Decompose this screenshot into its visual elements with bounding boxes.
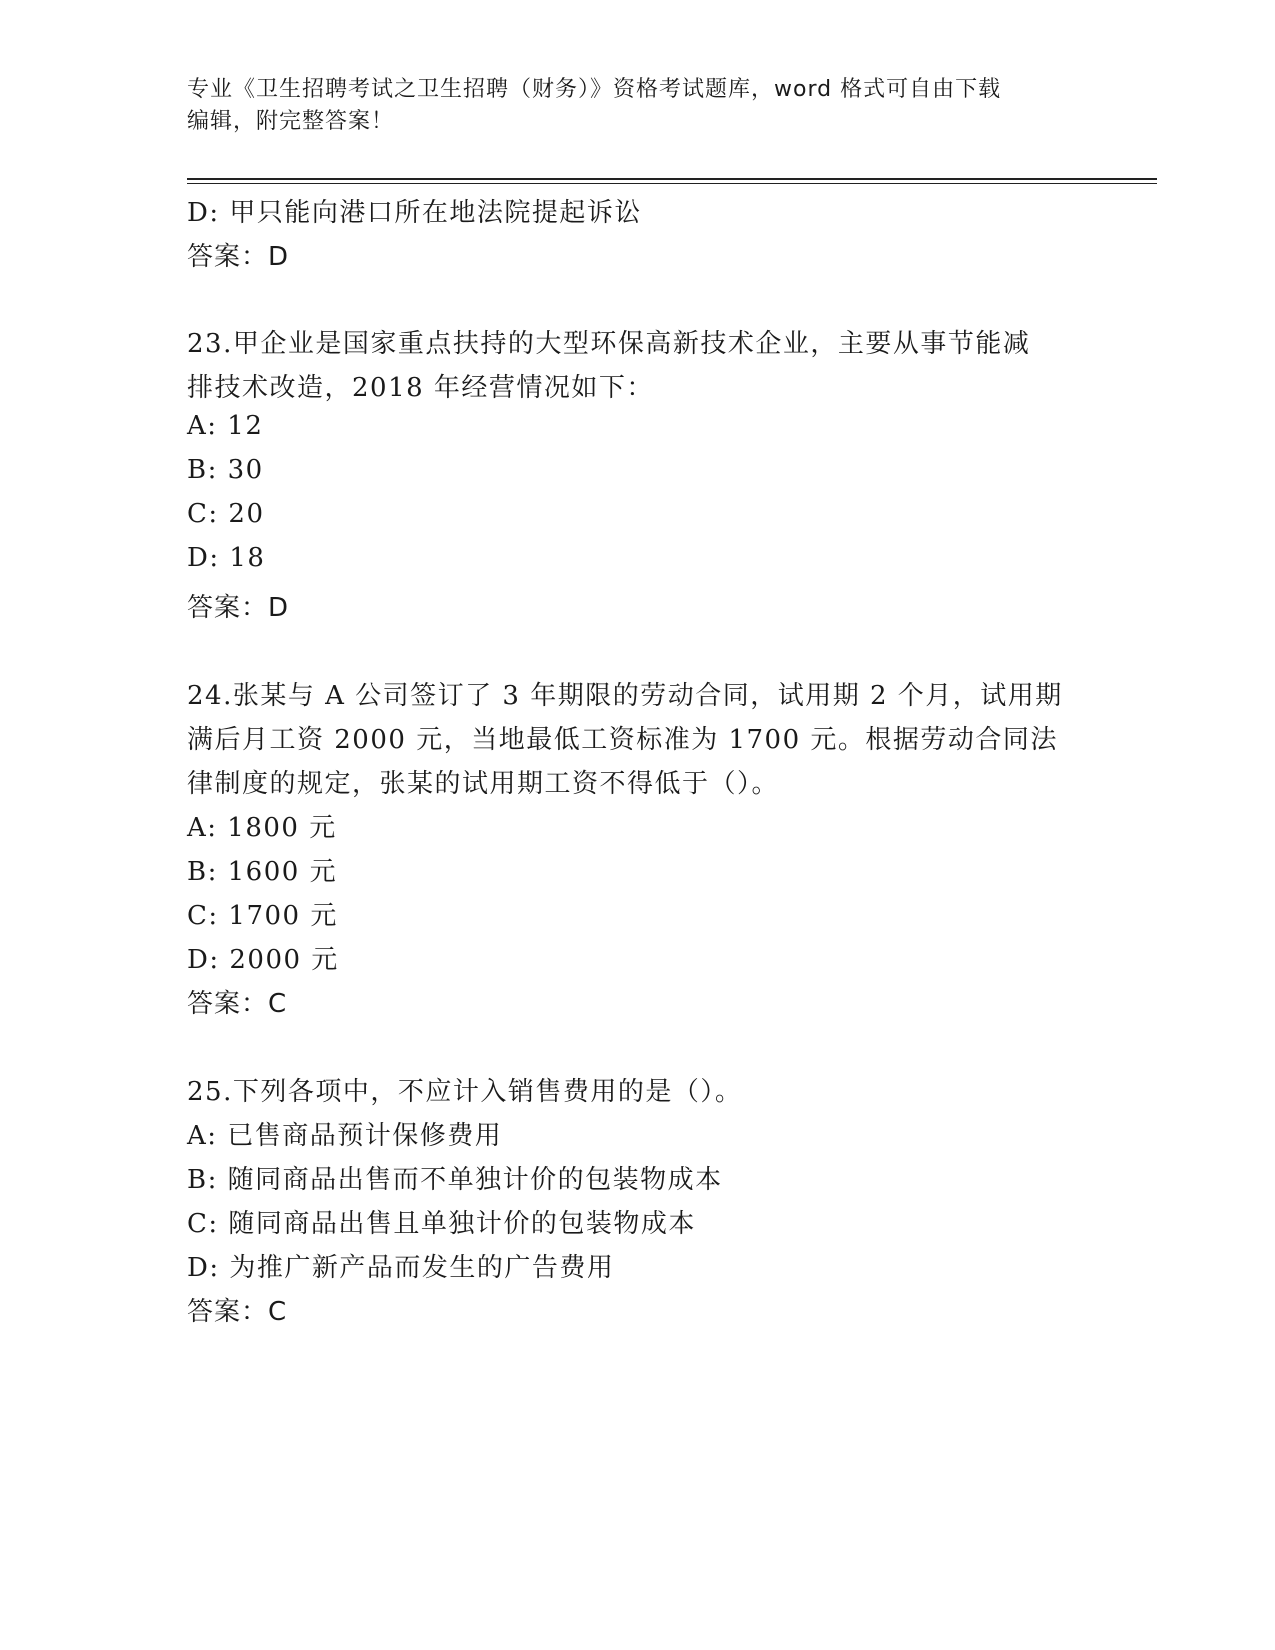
q24-stem-line-2: 满后月工资 2000 元，当地最低工资标准为 1700 元。根据劳动合同法 <box>187 725 1058 755</box>
header-line-2: 编辑，附完整答案！ <box>187 109 395 134</box>
header-divider-thick <box>187 178 1157 180</box>
q24-stem-line-3: 律制度的规定，张某的试用期工资不得低于（）。 <box>187 769 780 799</box>
q24-stem-line-1: 24.张某与 A 公司签订了 3 年期限的劳动合同，试用期 2 个月，试用期 <box>187 681 1063 711</box>
q24-option-b: B: 1600 元 <box>187 857 338 887</box>
q23-option-c: C: 20 <box>187 499 265 529</box>
q25-option-d: D: 为推广新产品而发生的广告费用 <box>187 1253 615 1283</box>
q23-stem-line-1: 23.甲企业是国家重点扶持的大型环保高新技术企业，主要从事节能减 <box>187 329 1031 359</box>
q24-option-a: A: 1800 元 <box>187 813 337 843</box>
header-line-1: 专业《卫生招聘考试之卫生招聘（财务）》资格考试题库，word 格式可自由下载 <box>187 77 1002 102</box>
q23-option-a: A: 12 <box>187 411 264 441</box>
q24-answer: 答案：C <box>187 989 288 1019</box>
document-header <box>187 74 1067 138</box>
header-divider-thin <box>187 183 1157 184</box>
q25-stem-line-1: 25.下列各项中，不应计入销售费用的是（）。 <box>187 1077 743 1107</box>
q23-option-d: D: 18 <box>187 543 266 573</box>
q25-option-b: B: 随同商品出售而不单独计价的包装物成本 <box>187 1165 723 1195</box>
q25-answer: 答案：C <box>187 1297 288 1327</box>
q25-option-c: C: 随同商品出售且单独计价的包装物成本 <box>187 1209 696 1239</box>
q24-option-d: D: 2000 元 <box>187 945 339 975</box>
q25-option-a: A: 已售商品预计保修费用 <box>187 1121 503 1151</box>
q23-stem-line-2: 排技术改造，2018 年经营情况如下： <box>187 373 654 403</box>
q23-answer: 答案：D <box>187 593 290 623</box>
q24-option-c: C: 1700 元 <box>187 901 338 931</box>
q23-option-b: B: 30 <box>187 455 264 485</box>
q22-option-d: D: 甲只能向港口所在地法院提起诉讼 <box>187 198 642 228</box>
q22-answer: 答案：D <box>187 242 290 272</box>
